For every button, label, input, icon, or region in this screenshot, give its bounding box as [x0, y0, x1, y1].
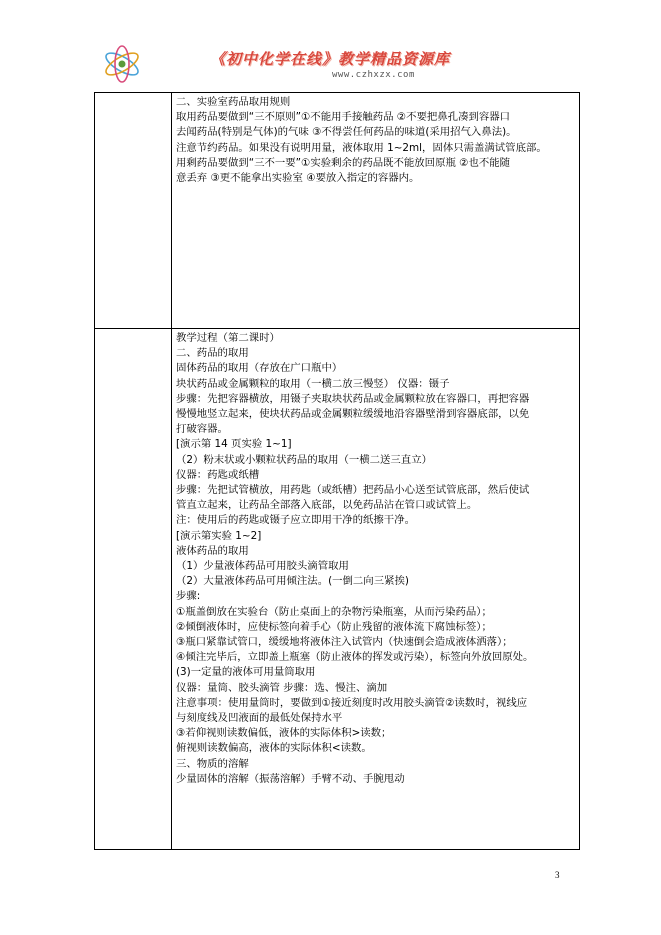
text-line: 与刻度线及凹液面的最低处保持水平 — [176, 712, 343, 725]
text-line: 固体药品的取用（存放在广口瓶中） — [176, 362, 343, 375]
text-line: 注意节约药品。如果没有说明用量，液体取用 1~2ml，固体只需盖满试管底部。 — [176, 141, 547, 154]
text-line: 教学过程（第二课时） — [176, 332, 280, 344]
text-line: （2）大量液体药品可用倾注法。(一倒二向三紧挨) — [176, 575, 409, 588]
table-row — [95, 329, 580, 850]
text-line: 注：使用后的药匙或镊子应立即用干净的纸擦干净。 — [176, 514, 415, 527]
atom-logo-icon — [100, 44, 144, 84]
text-line: （2）粉末状或小颗粒状药品的取用（一横二送三直立） — [176, 453, 432, 466]
text-line: 用剩药品要做到“三不一要”①实验剩余的药品既不能放回原瓶 ②也不能随 — [176, 156, 511, 169]
text-line: 步骤：先把试管横放，用药匙（或纸槽）把药品小心送至试管底部，然后使试 — [176, 484, 530, 497]
table-row — [95, 93, 580, 329]
text-line: 慢慢地竖立起来，使块状药品或金属颗粒缓缓地沿容器壁滑到容器底部，以免 — [176, 408, 530, 421]
text-line: ②倾倒液体时，应使标签向着手心（防止残留的液体流下腐蚀标签）； — [176, 620, 492, 633]
text-line: （1）少量液体药品可用胶头滴管取用 — [176, 560, 349, 573]
text-line: 取用药品要做到“三不原则”①不能用手接触药品 ②不要把鼻孔凑到容器口 — [176, 111, 511, 124]
text-line: 块状药品或金属颗粒的取用（一横二放三慢竖） 仪器：镊子 — [176, 377, 450, 390]
text-line: 注意事项：使用量筒时，要做到①接近刻度时改用胶头滴管②读数时，视线应 — [176, 696, 528, 709]
left-cell — [95, 93, 172, 329]
text-line: 少量固体的溶解（振荡溶解）手臂不动、手腕甩动 — [176, 772, 405, 785]
content-cell — [172, 329, 580, 850]
text-line: [演示第 14 页实验 1~1] — [176, 438, 292, 451]
text-line: 去闻药品(特别是气体)的气味 ③不得尝任何药品的味道(采用招气入鼻法)。 — [176, 126, 517, 139]
page-number: 3 — [555, 870, 560, 880]
banner-url: www.czhxzx.com — [332, 70, 415, 80]
section-rules — [172, 93, 579, 186]
page-header — [100, 44, 570, 84]
text-line: 步骤: — [176, 590, 201, 603]
text-line: 仪器：量筒、胶头滴管 步骤：选、慢注、滴加 — [176, 681, 388, 694]
text-line: ①瓶盖倒放在实验台（防止桌面上的杂物污染瓶塞，从而污染药品）； — [176, 605, 492, 618]
section-process — [172, 329, 579, 787]
lesson-table — [94, 92, 580, 850]
left-cell — [95, 329, 172, 850]
text-line: ④倾注完毕后，立即盖上瓶塞（防止液体的挥发或污染），标签向外放回原处。 — [176, 651, 534, 664]
text-line: 管直立起来，让药品全部落入底部，以免药品沾在管口或试管上。 — [176, 499, 478, 512]
text-line: 三、物质的溶解 — [176, 757, 249, 770]
text-line: 二、实验室药品取用规则 — [176, 96, 291, 108]
banner-title: 《初中化学在线》教学精品资源库 — [210, 50, 451, 68]
text-line: ③瓶口紧靠试管口，缓缓地将液体注入试管内（快速倒会造成液体洒落）； — [176, 636, 513, 649]
text-line: (3)一定量的液体可用量筒取用 — [176, 666, 316, 679]
text-line: 二、药品的取用 — [176, 347, 249, 360]
text-line: 打破容器。 — [176, 423, 228, 436]
text-line: [演示第实验 1~2] — [176, 529, 262, 542]
text-line: 步骤：先把容器横放，用镊子夹取块状药品或金属颗粒放在容器口，再把容器 — [176, 392, 530, 405]
text-line: 俯视则读数偏高，液体的实际体积<读数。 — [176, 742, 372, 755]
text-line: ③若仰视则读数偏低，液体的实际体积>读数； — [176, 727, 392, 740]
text-line: 液体药品的取用 — [176, 544, 249, 557]
text-line: 意丢弃 ③更不能拿出实验室 ④要放入指定的容器内。 — [176, 172, 420, 185]
text-line: 仪器：药匙或纸槽 — [176, 468, 260, 481]
content-cell — [172, 93, 580, 329]
